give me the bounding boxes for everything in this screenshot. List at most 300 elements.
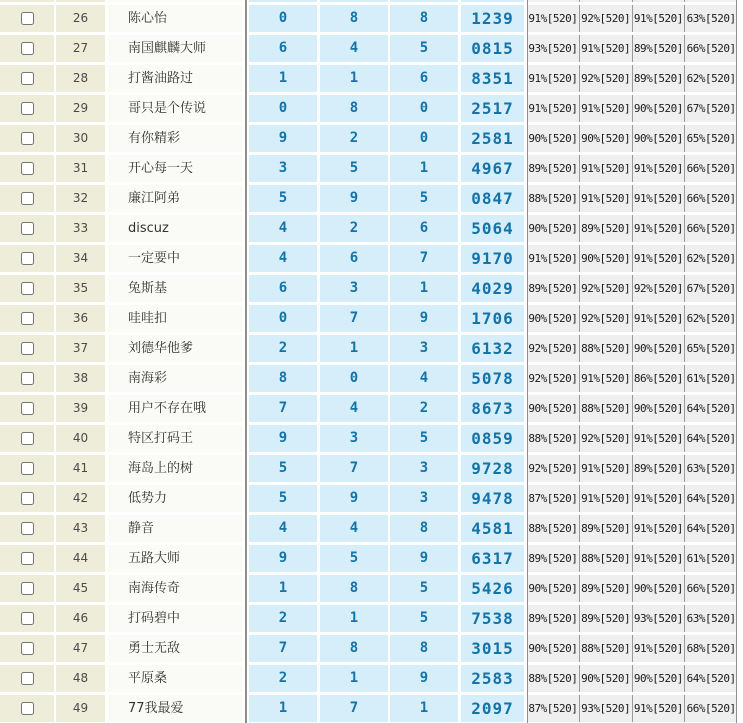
percent-cell-3: 91%[520]	[633, 425, 686, 452]
percent-block	[527, 395, 737, 422]
percent-block	[527, 65, 737, 92]
percent-cell-1: 89%[520]	[527, 275, 580, 302]
percent-cell-3: 90%[520]	[633, 395, 686, 422]
user-name: 廉江阿弟	[108, 185, 243, 212]
row-select-checkbox[interactable]	[21, 12, 34, 25]
user-name: 五路大师	[108, 545, 243, 572]
row-number: 48	[56, 665, 105, 692]
digit-cell-2	[320, 0, 388, 2]
table-row	[0, 395, 743, 422]
percent-cell-1: 87%[520]	[527, 485, 580, 512]
row-select-checkbox[interactable]	[21, 462, 34, 475]
digit-cell-1: 4	[249, 245, 317, 272]
table-row	[0, 665, 743, 692]
percent-cell-4: 66%[520]	[686, 222, 736, 235]
percent-cell-3: 90%[520]	[633, 575, 686, 602]
code-number: 6317	[461, 545, 524, 572]
digit-cell-2: 1	[320, 665, 388, 692]
code-number: 0847	[461, 185, 524, 212]
percent-cell-4: 63%[520]	[686, 612, 736, 625]
percent-cell-1: 91%[520]	[527, 5, 580, 32]
user-name: 打酱油路过	[108, 65, 243, 92]
digit-cell-3: 5	[390, 605, 458, 632]
digit-cell-3: 3	[390, 335, 458, 362]
percent-cell-2: 90%[520]	[580, 665, 633, 692]
user-name: 哇哇扣	[108, 305, 243, 332]
user-name: 海岛上的树	[108, 455, 243, 482]
digit-cell-3: 3	[390, 485, 458, 512]
percent-cell-1: 88%[520]	[527, 665, 580, 692]
percent-cell-2: 89%[520]	[580, 515, 633, 542]
checkbox-cell	[0, 575, 54, 602]
table-row	[0, 35, 743, 62]
code-number: 1706	[461, 305, 524, 332]
code-number: 7538	[461, 605, 524, 632]
checkbox-cell	[0, 95, 54, 122]
row-select-checkbox[interactable]	[21, 402, 34, 415]
digit-cell-2: 9	[320, 185, 388, 212]
digit-cell-3: 5	[390, 575, 458, 602]
percent-cell-4: 61%[520]	[686, 552, 736, 565]
percent-cell-3: 89%[520]	[633, 65, 686, 92]
percent-block	[527, 365, 737, 392]
percent-cell-3: 93%[520]	[633, 605, 686, 632]
row-number: 44	[56, 545, 105, 572]
percent-cell-2: 88%[520]	[580, 335, 633, 362]
user-name: 特区打码王	[108, 425, 243, 452]
percent-cell-2: 91%[520]	[580, 485, 633, 512]
user-name: 南海传奇	[108, 575, 243, 602]
row-number: 35	[56, 275, 105, 302]
digit-cell-1: 5	[249, 185, 317, 212]
percent-cell-4: 67%[520]	[686, 102, 736, 115]
row-select-checkbox[interactable]	[21, 492, 34, 505]
percent-block	[527, 35, 737, 62]
row-number: 33	[56, 215, 105, 242]
percent-cell-2	[580, 0, 633, 2]
row-select-checkbox[interactable]	[21, 522, 34, 535]
table-row	[0, 305, 743, 332]
digit-cell-3: 5	[390, 35, 458, 62]
row-select-checkbox[interactable]	[21, 702, 34, 715]
percent-cell-1: 87%[520]	[527, 695, 580, 722]
percent-cell-1: 92%[520]	[527, 335, 580, 362]
percent-block	[527, 455, 737, 482]
percent-cell-1: 93%[520]	[527, 35, 580, 62]
percent-cell-2: 92%[520]	[580, 5, 633, 32]
digit-cell-2: 3	[320, 275, 388, 302]
percent-cell-4: 62%[520]	[686, 312, 736, 325]
percent-cell-1: 89%[520]	[527, 605, 580, 632]
digit-cell-1: 2	[249, 605, 317, 632]
checkbox-cell	[0, 545, 54, 572]
digit-cell-2: 5	[320, 545, 388, 572]
percent-block	[527, 185, 737, 212]
digit-cell-3: 9	[390, 545, 458, 572]
digit-cell-2: 4	[320, 515, 388, 542]
row-select-checkbox[interactable]	[21, 612, 34, 625]
row-number	[56, 0, 105, 2]
percent-block	[527, 635, 737, 662]
percent-cell-3: 91%[520]	[633, 185, 686, 212]
percent-block	[527, 695, 737, 722]
percent-cell-2: 89%[520]	[580, 215, 633, 242]
code-number: 5426	[461, 575, 524, 602]
digit-cell-2: 2	[320, 215, 388, 242]
digit-cell-2: 5	[320, 155, 388, 182]
digit-cell-2: 0	[320, 365, 388, 392]
percent-cell-3: 90%[520]	[633, 125, 686, 152]
row-number: 38	[56, 365, 105, 392]
percent-cell-2: 92%[520]	[580, 305, 633, 332]
checkbox-cell	[0, 365, 54, 392]
user-name: 低势力	[108, 485, 243, 512]
percent-cell-2: 88%[520]	[580, 635, 633, 662]
digit-cell-2: 8	[320, 95, 388, 122]
percent-block	[527, 245, 737, 272]
code-number: 5078	[461, 365, 524, 392]
checkbox-cell	[0, 425, 54, 452]
percent-cell-1: 88%[520]	[527, 425, 580, 452]
percent-cell-3: 90%[520]	[633, 95, 686, 122]
digit-cell-3: 7	[390, 245, 458, 272]
percent-cell-3: 91%[520]	[633, 5, 686, 32]
table-row-partial	[0, 0, 743, 2]
checkbox-cell	[0, 185, 54, 212]
percent-cell-2: 90%[520]	[580, 125, 633, 152]
digit-cell-3: 1	[390, 275, 458, 302]
table-row	[0, 95, 743, 122]
percent-cell-1: 89%[520]	[527, 545, 580, 572]
row-select-checkbox[interactable]	[21, 42, 34, 55]
row-select-checkbox[interactable]	[21, 72, 34, 85]
percent-block	[527, 425, 737, 452]
row-select-checkbox[interactable]	[21, 672, 34, 685]
percent-cell-2: 92%[520]	[580, 275, 633, 302]
table-row	[0, 485, 743, 512]
user-name: 有你精彩	[108, 125, 243, 152]
checkbox-cell	[0, 695, 54, 722]
percent-block	[527, 485, 737, 512]
digit-cell-3: 1	[390, 155, 458, 182]
code-number: 9478	[461, 485, 524, 512]
percent-cell-3: 90%[520]	[633, 665, 686, 692]
row-select-checkbox[interactable]	[21, 252, 34, 265]
digit-cell-2: 4	[320, 395, 388, 422]
row-number: 40	[56, 425, 105, 452]
percent-block	[527, 125, 737, 152]
checkbox-cell	[0, 335, 54, 362]
percent-block	[527, 575, 737, 602]
user-name: 南海彩	[108, 365, 243, 392]
code-number: 5064	[461, 215, 524, 242]
user-name: 兔斯基	[108, 275, 243, 302]
percent-cell-4: 66%[520]	[686, 42, 736, 55]
table-row	[0, 605, 743, 632]
digit-cell-3: 0	[390, 95, 458, 122]
digit-cell-1: 7	[249, 395, 317, 422]
digit-cell-2: 8	[320, 575, 388, 602]
percent-cell-2: 91%[520]	[580, 155, 633, 182]
digit-cell-1: 9	[249, 545, 317, 572]
row-number: 27	[56, 35, 105, 62]
percent-cell-1: 90%[520]	[527, 125, 580, 152]
row-number: 30	[56, 125, 105, 152]
digit-cell-1: 2	[249, 665, 317, 692]
row-select-checkbox[interactable]	[21, 552, 34, 565]
percent-cell-1: 88%[520]	[527, 515, 580, 542]
digit-cell-2: 2	[320, 125, 388, 152]
checkbox-cell	[0, 485, 54, 512]
percent-cell-2: 93%[520]	[580, 695, 633, 722]
digit-cell-1: 5	[249, 485, 317, 512]
percent-cell-4: 64%[520]	[686, 672, 736, 685]
digit-cell-2: 7	[320, 305, 388, 332]
digit-cell-1: 5	[249, 455, 317, 482]
checkbox-cell	[0, 515, 54, 542]
digit-cell-1: 9	[249, 125, 317, 152]
user-name: 勇士无敌	[108, 635, 243, 662]
row-select-checkbox[interactable]	[21, 192, 34, 205]
table-row	[0, 455, 743, 482]
percent-block	[527, 605, 737, 632]
code-number: 2583	[461, 665, 524, 692]
code-number: 9170	[461, 245, 524, 272]
digit-cell-3: 9	[390, 665, 458, 692]
user-name: 开心每一天	[108, 155, 243, 182]
digit-cell-1: 1	[249, 695, 317, 722]
row-number: 49	[56, 695, 105, 722]
percent-cell-2: 88%[520]	[580, 395, 633, 422]
percent-cell-3: 91%[520]	[633, 515, 686, 542]
digit-cell-2: 8	[320, 635, 388, 662]
row-number: 46	[56, 605, 105, 632]
user-name: 77我最爱	[108, 695, 243, 722]
digit-cell-2: 1	[320, 335, 388, 362]
percent-block	[527, 95, 737, 122]
percent-block	[527, 665, 737, 692]
percent-cell-1: 91%[520]	[527, 95, 580, 122]
percent-cell-1: 90%[520]	[527, 575, 580, 602]
percent-cell-4: 66%[520]	[686, 702, 736, 715]
percent-cell-3: 90%[520]	[633, 335, 686, 362]
row-number: 28	[56, 65, 105, 92]
row-select-checkbox[interactable]	[21, 132, 34, 145]
digit-cell-2: 1	[320, 605, 388, 632]
percent-cell-3: 91%[520]	[633, 305, 686, 332]
checkbox-cell	[0, 305, 54, 332]
code-number: 4967	[461, 155, 524, 182]
percent-cell-3: 91%[520]	[633, 545, 686, 572]
percent-block	[527, 215, 737, 242]
code-number: 2517	[461, 95, 524, 122]
percent-cell-4: 63%[520]	[686, 12, 736, 25]
digit-cell-3: 8	[390, 515, 458, 542]
row-select-checkbox[interactable]	[21, 432, 34, 445]
digit-cell-1: 8	[249, 365, 317, 392]
user-name: 南国麒麟大师	[108, 35, 243, 62]
table-row	[0, 245, 743, 272]
percent-cell-4: 64%[520]	[686, 432, 736, 445]
digit-cell-2: 7	[320, 455, 388, 482]
percent-cell-4: 64%[520]	[686, 522, 736, 535]
checkbox-cell	[0, 635, 54, 662]
percent-block	[527, 515, 737, 542]
percent-cell-2: 91%[520]	[580, 35, 633, 62]
code-number: 4029	[461, 275, 524, 302]
percent-cell-4: 65%[520]	[686, 132, 736, 145]
checkbox-cell	[0, 455, 54, 482]
percent-cell-2: 89%[520]	[580, 575, 633, 602]
percent-cell-3: 89%[520]	[633, 35, 686, 62]
checkbox-cell	[0, 35, 54, 62]
table-row	[0, 425, 743, 452]
digit-cell-3: 4	[390, 365, 458, 392]
digit-cell-1: 0	[249, 95, 317, 122]
checkbox-cell	[0, 605, 54, 632]
row-select-checkbox[interactable]	[21, 642, 34, 655]
checkbox-cell	[0, 395, 54, 422]
user-name	[108, 0, 243, 2]
digit-cell-1	[249, 0, 317, 2]
row-number: 34	[56, 245, 105, 272]
percent-cell-3: 91%[520]	[633, 695, 686, 722]
digit-cell-3: 1	[390, 695, 458, 722]
percent-cell-4: 62%[520]	[686, 252, 736, 265]
row-number: 37	[56, 335, 105, 362]
code-number: 2581	[461, 125, 524, 152]
checkbox-cell	[0, 0, 54, 2]
percent-cell-3: 91%[520]	[633, 245, 686, 272]
column-divider	[245, 0, 247, 723]
row-select-checkbox[interactable]	[21, 342, 34, 355]
row-select-checkbox[interactable]	[21, 282, 34, 295]
table-row	[0, 635, 743, 662]
percent-cell-4: 62%[520]	[686, 72, 736, 85]
percent-cell-3: 89%[520]	[633, 455, 686, 482]
row-number: 47	[56, 635, 105, 662]
table-row	[0, 275, 743, 302]
checkbox-cell	[0, 155, 54, 182]
percent-cell-3	[633, 0, 686, 2]
row-select-checkbox[interactable]	[21, 102, 34, 115]
digit-cell-2: 8	[320, 5, 388, 32]
digit-cell-2: 6	[320, 245, 388, 272]
percent-block-right-border	[736, 0, 737, 723]
row-number: 43	[56, 515, 105, 542]
percent-cell-1: 91%[520]	[527, 65, 580, 92]
percent-cell-4: 65%[520]	[686, 342, 736, 355]
percent-cell-2: 88%[520]	[580, 545, 633, 572]
percent-cell-3: 91%[520]	[633, 635, 686, 662]
digit-cell-3: 2	[390, 395, 458, 422]
percent-cell-4: 64%[520]	[686, 492, 736, 505]
row-select-checkbox[interactable]	[21, 582, 34, 595]
row-number: 42	[56, 485, 105, 512]
checkbox-cell	[0, 275, 54, 302]
percent-cell-1: 89%[520]	[527, 155, 580, 182]
percent-cell-2: 92%[520]	[580, 65, 633, 92]
table-row	[0, 365, 743, 392]
percent-cell-2: 90%[520]	[580, 245, 633, 272]
percent-block	[527, 545, 737, 572]
code-number: 4581	[461, 515, 524, 542]
digit-cell-2: 4	[320, 35, 388, 62]
user-name: 平原桑	[108, 665, 243, 692]
percent-cell-4	[685, 0, 737, 2]
digit-cell-1: 0	[249, 305, 317, 332]
table-row	[0, 575, 743, 602]
user-name: discuz	[108, 215, 243, 242]
percent-cell-3: 91%[520]	[633, 485, 686, 512]
digit-cell-3: 6	[390, 65, 458, 92]
percent-cell-4: 63%[520]	[686, 462, 736, 475]
percent-cell-2: 89%[520]	[580, 605, 633, 632]
digit-cell-1: 6	[249, 275, 317, 302]
percent-cell-4: 64%[520]	[686, 402, 736, 415]
digit-cell-3: 3	[390, 455, 458, 482]
percent-cell-2: 92%[520]	[580, 425, 633, 452]
percent-block-left-border	[527, 0, 528, 723]
table-row	[0, 695, 743, 722]
row-number: 45	[56, 575, 105, 602]
code-number: 0859	[461, 425, 524, 452]
percent-block	[527, 0, 737, 2]
checkbox-cell	[0, 5, 54, 32]
table-row	[0, 515, 743, 542]
digit-cell-1: 3	[249, 155, 317, 182]
percent-block	[527, 155, 737, 182]
percent-cell-2: 91%[520]	[580, 455, 633, 482]
user-name: 陈心怡	[108, 5, 243, 32]
checkbox-cell	[0, 665, 54, 692]
code-number: 8351	[461, 65, 524, 92]
checkbox-cell	[0, 125, 54, 152]
percent-cell-1: 88%[520]	[527, 185, 580, 212]
code-number: 3015	[461, 635, 524, 662]
row-select-checkbox[interactable]	[21, 162, 34, 175]
row-select-checkbox[interactable]	[21, 222, 34, 235]
checkbox-cell	[0, 65, 54, 92]
checkbox-cell	[0, 215, 54, 242]
percent-cell-4: 67%[520]	[686, 282, 736, 295]
digit-cell-2: 7	[320, 695, 388, 722]
percent-cell-4: 61%[520]	[686, 372, 736, 385]
user-name: 打码碧中	[108, 605, 243, 632]
percent-cell-4: 66%[520]	[686, 162, 736, 175]
percent-cell-2: 91%[520]	[580, 185, 633, 212]
table-row	[0, 65, 743, 92]
code-number: 8673	[461, 395, 524, 422]
table-row	[0, 185, 743, 212]
digit-cell-1: 1	[249, 65, 317, 92]
row-number: 41	[56, 455, 105, 482]
percent-block	[527, 305, 737, 332]
row-select-checkbox[interactable]	[21, 312, 34, 325]
row-number: 26	[56, 5, 105, 32]
digit-cell-1: 4	[249, 215, 317, 242]
row-select-checkbox[interactable]	[21, 372, 34, 385]
digit-cell-1: 0	[249, 5, 317, 32]
digit-cell-3: 5	[390, 185, 458, 212]
percent-cell-2: 91%[520]	[580, 365, 633, 392]
row-number: 39	[56, 395, 105, 422]
code-number: 1239	[461, 5, 524, 32]
digit-cell-3: 8	[390, 635, 458, 662]
percent-cell-3: 86%[520]	[633, 365, 686, 392]
code-number	[461, 0, 524, 2]
digit-cell-3: 8	[390, 5, 458, 32]
